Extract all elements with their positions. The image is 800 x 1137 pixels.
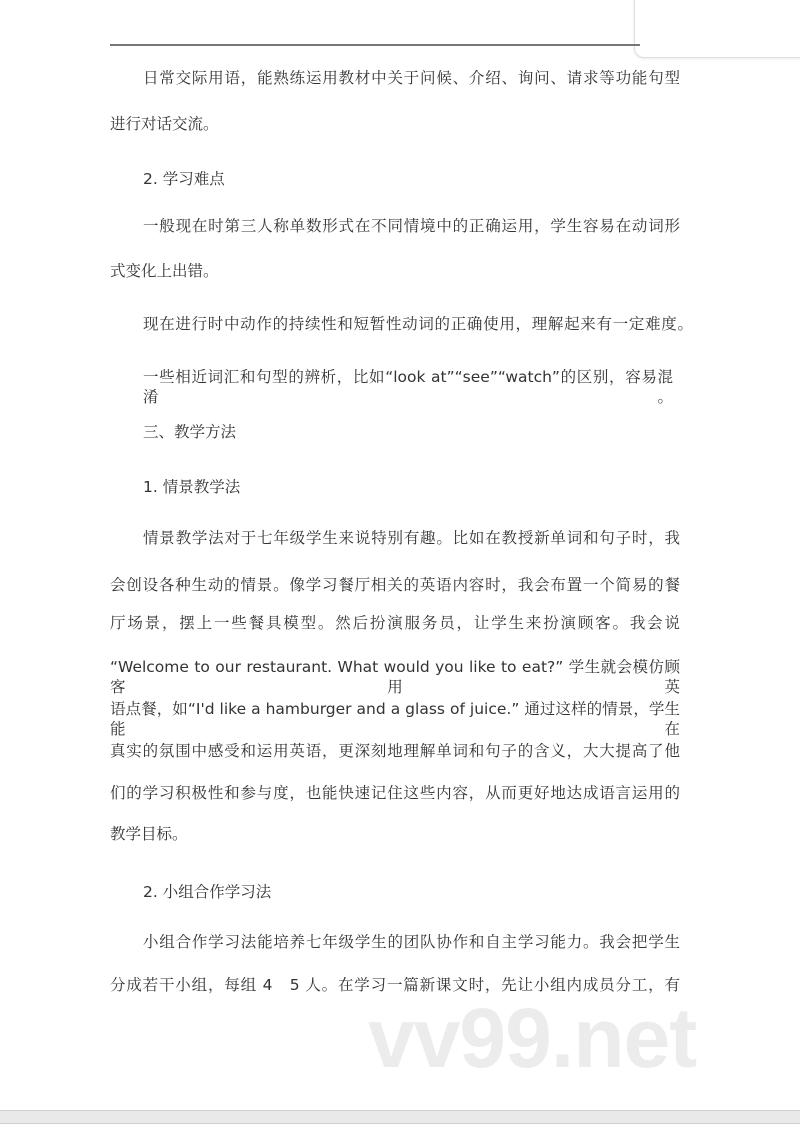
- paragraph-line: 日常交际用语，能熟练运用教材中关于问候、介绍、询问、请求等功能句型: [143, 69, 680, 87]
- section-heading: 2. 学习难点: [143, 170, 225, 188]
- section-heading: 1. 情景教学法: [143, 478, 241, 496]
- paragraph-line: 们的学习积极性和参与度，也能快速记住这些内容，从而更好地达成语言运用的: [110, 784, 680, 802]
- paragraph-line: “Welcome to our restaurant. What would you like to eat?” 学生就会模仿顾客用英: [110, 658, 680, 696]
- paragraph-line: 情景教学法对于七年级学生来说特别有趣。比如在教授新单词和句子时，我: [143, 529, 680, 547]
- paragraph-line: 进行对话交流。: [110, 115, 219, 133]
- paragraph-line: 教学目标。: [110, 825, 188, 843]
- paragraph-line: 现在进行时中动作的持续性和短暂性动词的正确使用，理解起来有一定难度。: [143, 315, 693, 333]
- section-heading: 三、教学方法: [143, 423, 237, 441]
- header-rule: [110, 44, 640, 46]
- paragraph-line: 真实的氛围中感受和运用英语，更深刻地理解单词和句子的含义，大大提高了他: [110, 742, 680, 760]
- paragraph-line: 一些相近词汇和句型的辨析，比如“look at”“see”“watch”的区别，容易混淆。: [143, 368, 673, 406]
- paragraph-line: 一般现在时第三人称单数形式在不同情境中的正确运用，学生容易在动词形: [143, 217, 680, 235]
- page-separator-bar: [0, 1110, 800, 1124]
- paragraph-line: 小组合作学习法能培养七年级学生的团队协作和自主学习能力。我会把学生: [143, 933, 680, 951]
- paragraph-line: 式变化上出错。: [110, 262, 219, 280]
- page-corner-panel: [634, 0, 800, 58]
- watermark: vv99.net: [368, 991, 697, 1085]
- paragraph-line: 分成若干小组，每组 4 5 人。在学习一篇新课文时，先让小组内成员分工，有: [110, 976, 680, 994]
- section-heading: 2. 小组合作学习法: [143, 883, 272, 901]
- paragraph-line: 会创设各种生动的情景。像学习餐厅相关的英语内容时，我会布置一个简易的餐: [110, 576, 680, 594]
- paragraph-line: 语点餐，如“I'd like a hamburger and a glass of juice.” 通过这样的情景，学生能在: [110, 700, 680, 738]
- paragraph-line: 厅场景，摆上一些餐具模型。然后扮演服务员，让学生来扮演顾客。我会说: [110, 614, 680, 632]
